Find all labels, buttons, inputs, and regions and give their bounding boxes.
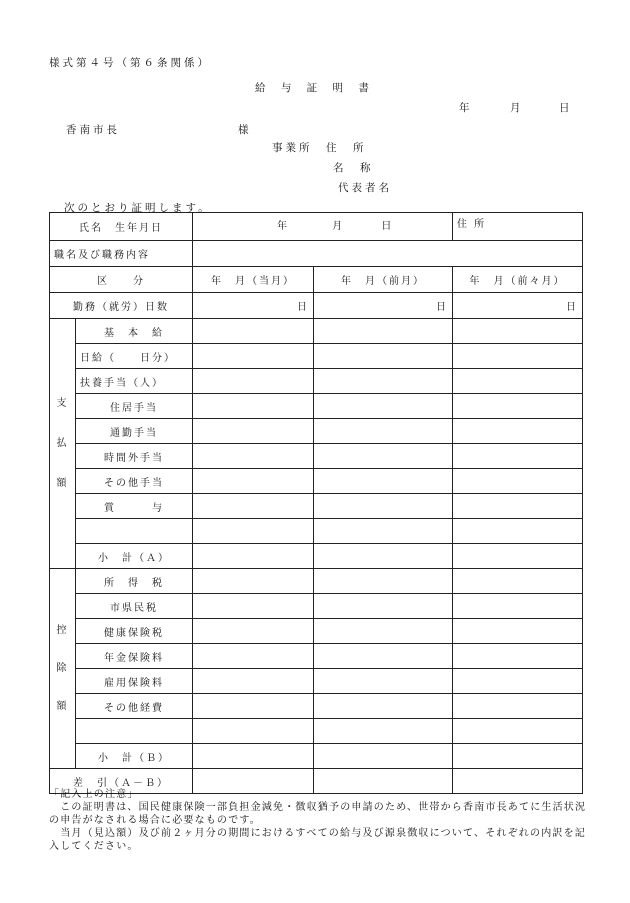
cell-prev2[interactable] xyxy=(453,494,583,519)
deduction-row xyxy=(50,569,583,594)
payment-item-label: 日給（ 日分） xyxy=(76,344,193,369)
cell-prev2[interactable] xyxy=(453,644,583,669)
payment-item-label: 基 本 給 xyxy=(76,319,193,344)
cell-prev[interactable] xyxy=(314,344,453,369)
office-address-label: 事業所 住 所 xyxy=(272,142,367,154)
cell-prev[interactable] xyxy=(314,744,453,769)
date-day-label: 日 xyxy=(559,102,573,114)
cell-prev2[interactable] xyxy=(453,369,583,394)
cell-prev[interactable] xyxy=(314,569,453,594)
cell-current[interactable] xyxy=(193,644,314,669)
deduction-row xyxy=(50,694,583,719)
deduction-row xyxy=(50,594,583,619)
page-title: 給 与 証 明 書 xyxy=(255,82,375,94)
cell-current[interactable] xyxy=(193,619,314,644)
payment-row xyxy=(50,319,583,344)
deduction-item-label: 市県民税 xyxy=(76,594,193,619)
cell-current[interactable] xyxy=(193,494,314,519)
cell-prev2[interactable] xyxy=(453,594,583,619)
cell-prev2[interactable] xyxy=(453,419,583,444)
deduction-group-char: 除 xyxy=(56,662,69,674)
deduction-group-char: 控 xyxy=(56,624,69,636)
cell-current[interactable] xyxy=(193,719,314,744)
deduction-item-label: その他経費 xyxy=(76,694,193,719)
payment-item-label: 通勤手当 xyxy=(76,419,193,444)
days-current[interactable] xyxy=(193,293,314,319)
notes-line2: 当月（見込額）及び前２ヶ月分の期間におけるすべての給与及び源泉徴収について、それぞれの内訳を記入してください。 xyxy=(49,828,586,852)
addressee: 香南市長 xyxy=(66,124,120,136)
col-prev: 年 月（前月） xyxy=(314,267,453,293)
deduction-item-label[interactable] xyxy=(76,719,193,744)
cell-prev2[interactable] xyxy=(453,544,583,569)
days-prev[interactable] xyxy=(314,293,453,319)
period-label: 区 分 xyxy=(50,267,193,293)
cell-current[interactable] xyxy=(193,369,314,394)
cell-prev[interactable] xyxy=(314,544,453,569)
payment-row xyxy=(50,369,583,394)
cell-current[interactable] xyxy=(193,469,314,494)
cell-prev2[interactable] xyxy=(453,444,583,469)
deduction-group-label xyxy=(50,569,76,769)
day-unit: 日 xyxy=(297,302,309,313)
cell-current[interactable] xyxy=(193,444,314,469)
job-row xyxy=(50,241,583,267)
payment-item-label: 時間外手当 xyxy=(76,444,193,469)
days-row xyxy=(50,293,583,319)
address-field[interactable] xyxy=(453,213,583,241)
payment-item-label: その他手当 xyxy=(76,469,193,494)
representative-label: 代表者名 xyxy=(338,182,392,194)
cell-current[interactable] xyxy=(193,544,314,569)
cell-prev[interactable] xyxy=(314,444,453,469)
deduction-item-label: 健康保険税 xyxy=(76,619,193,644)
payment-group-char: 支 xyxy=(56,397,69,409)
date-year-label: 年 xyxy=(459,102,473,114)
cell-prev2[interactable] xyxy=(453,569,583,594)
deduction-group-char: 額 xyxy=(56,700,69,712)
payment-row xyxy=(50,469,583,494)
addressee-honorific: 様 xyxy=(238,124,252,136)
deduction-row xyxy=(50,619,583,644)
subtotal-b-label: 小 計（Ｂ） xyxy=(76,744,193,769)
cell-current[interactable] xyxy=(193,594,314,619)
cell-prev[interactable] xyxy=(314,594,453,619)
payment-item-label: 賞 与 xyxy=(76,494,193,519)
notes-line1: この証明書は、国民健康保険一部負担金減免・徴収猶予の申請のため、世帯から香南市長あてに生活状況の申告がなされる場合に必要なものです。 xyxy=(49,802,587,826)
cell-prev[interactable] xyxy=(314,494,453,519)
cell-prev2[interactable] xyxy=(453,744,583,769)
cell-prev2[interactable] xyxy=(453,519,583,544)
cell-current[interactable] xyxy=(193,344,314,369)
cell-prev2[interactable] xyxy=(453,694,583,719)
cell-prev2[interactable] xyxy=(453,619,583,644)
cell-current[interactable] xyxy=(193,394,314,419)
payment-group-label xyxy=(50,319,76,569)
subtotal-b-row xyxy=(50,744,583,769)
date-month-label: 月 xyxy=(510,102,524,114)
name-dob-row xyxy=(50,213,583,241)
payment-item-label: 住居手当 xyxy=(76,394,193,419)
notes-section xyxy=(49,788,589,853)
deduction-row xyxy=(50,719,583,744)
cell-current[interactable] xyxy=(193,519,314,544)
name-dob-label: 氏名 生年月日 xyxy=(50,213,193,241)
cell-prev[interactable] xyxy=(314,719,453,744)
deduction-row xyxy=(50,644,583,669)
payment-row xyxy=(50,419,583,444)
cell-current[interactable] xyxy=(193,744,314,769)
cell-current[interactable] xyxy=(193,669,314,694)
cell-prev2[interactable] xyxy=(453,344,583,369)
cell-prev[interactable] xyxy=(314,694,453,719)
deduction-item-label: 雇用保険料 xyxy=(76,669,193,694)
job-label: 職名及び職務内容 xyxy=(50,241,193,267)
payment-row xyxy=(50,519,583,544)
cell-prev[interactable] xyxy=(314,644,453,669)
payment-row xyxy=(50,344,583,369)
cell-prev2[interactable] xyxy=(453,394,583,419)
cell-current[interactable] xyxy=(193,319,314,344)
cell-current[interactable] xyxy=(193,569,314,594)
cell-prev2[interactable] xyxy=(453,469,583,494)
cell-prev2[interactable] xyxy=(453,669,583,694)
birth-year-label: 年 xyxy=(277,221,289,232)
address-label: 住 所 xyxy=(457,219,487,230)
subtotal-a-row xyxy=(50,544,583,569)
cell-prev[interactable] xyxy=(314,619,453,644)
deduction-row xyxy=(50,669,583,694)
payment-row xyxy=(50,394,583,419)
day-unit: 日 xyxy=(566,302,578,313)
cell-current[interactable] xyxy=(193,419,314,444)
payment-row xyxy=(50,444,583,469)
job-field[interactable] xyxy=(193,241,583,267)
payment-item-label[interactable] xyxy=(76,519,193,544)
cell-prev2[interactable] xyxy=(453,719,583,744)
cell-prev[interactable] xyxy=(314,519,453,544)
subtotal-a-label: 小 計（Ａ） xyxy=(76,544,193,569)
intro-text: 次のとおり証明します。 xyxy=(64,202,212,214)
payment-item-label: 扶養手当（人） xyxy=(76,369,193,394)
days-prev2[interactable] xyxy=(453,293,583,319)
col-current: 年 月（当月） xyxy=(193,267,314,293)
birth-month-label: 月 xyxy=(332,221,345,232)
days-label: 勤務（就労）日数 xyxy=(50,293,193,319)
deduction-item-label: 所 得 税 xyxy=(76,569,193,594)
day-unit: 日 xyxy=(436,302,448,313)
cell-prev[interactable] xyxy=(314,369,453,394)
payment-row xyxy=(50,494,583,519)
net-label: 差 引（Ａ－Ｂ） xyxy=(50,769,193,794)
payment-group-char: 払 xyxy=(56,437,69,449)
birth-day-label: 日 xyxy=(381,221,394,232)
birth-date-field[interactable] xyxy=(193,213,453,241)
form-number: 様式第４号（第６条関係） xyxy=(49,57,211,69)
cell-prev[interactable] xyxy=(314,319,453,344)
cell-prev[interactable] xyxy=(314,669,453,694)
cell-prev2[interactable] xyxy=(453,319,583,344)
cell-current[interactable] xyxy=(193,694,314,719)
payment-group-char: 額 xyxy=(56,477,69,489)
period-header-row xyxy=(50,267,583,293)
deduction-item-label: 年金保険料 xyxy=(76,644,193,669)
salary-table xyxy=(49,212,583,794)
notes-heading: 「記入上の注意」 xyxy=(49,789,139,800)
col-prev2: 年 月（前々月） xyxy=(453,267,583,293)
cell-prev[interactable] xyxy=(314,419,453,444)
office-name-label: 名 称 xyxy=(333,162,374,174)
cell-prev[interactable] xyxy=(314,394,453,419)
cell-prev[interactable] xyxy=(314,469,453,494)
